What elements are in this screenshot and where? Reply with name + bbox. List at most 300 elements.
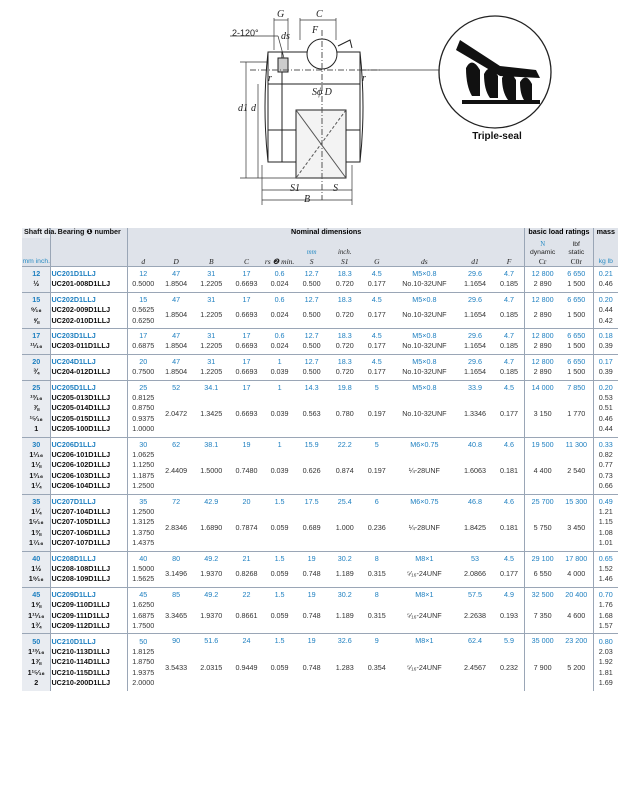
dim-rs-cell <box>264 437 295 494</box>
shaft-cell <box>22 354 51 380</box>
table-row <box>22 267 618 293</box>
shaft-value: 1¹⁵⁄₁₆ <box>27 667 45 677</box>
dim-S-inch: 0.563 <box>302 408 321 418</box>
dim-G-mm: 4.5 <box>371 330 382 340</box>
dim-d-inch: 0.9375 <box>132 413 155 423</box>
dim-d1-mm: 62.4 <box>468 636 483 646</box>
dim-ds-inch: ¼-28UNF <box>408 465 440 475</box>
dim-B-mm: 31 <box>207 356 216 366</box>
dim-d1-cell <box>456 267 493 293</box>
dim-d-inch: 1.1875 <box>132 470 155 480</box>
dim-d-inch: 1.2500 <box>132 481 155 491</box>
col-S: S <box>309 256 314 266</box>
dim-ds-mm: M5×0.8 <box>412 269 437 278</box>
shaft-value: ⁹⁄₁₆ <box>30 305 42 315</box>
dim-G-inch: 0.177 <box>367 367 386 377</box>
dim-B-inch: 1.2205 <box>200 279 223 289</box>
dim-F-inch: 0.185 <box>499 341 518 351</box>
dim-S-cell <box>295 354 328 380</box>
dim-d-mm: 35 <box>139 496 148 506</box>
dim-D-cell <box>159 328 194 354</box>
cr-newton: 12 800 <box>531 330 554 340</box>
dim-B-inch: 1.9370 <box>200 610 223 620</box>
dim-d-inch: 1.8125 <box>132 647 155 656</box>
dim-F-inch: 0.177 <box>499 408 518 418</box>
dim-F-mm: 4.7 <box>503 330 514 340</box>
table-row <box>22 437 618 494</box>
dim-d1-inch: 1.1654 <box>464 279 487 289</box>
mass-value: 0.51 <box>598 403 613 413</box>
dim-D-inch: 1.8504 <box>165 279 188 289</box>
table-row <box>22 587 618 634</box>
dim-d-inch: 0.8750 <box>132 403 155 413</box>
dim-S1-mm: 30.2 <box>337 589 352 599</box>
angle-label: 2-120° <box>232 28 259 38</box>
dim-S-inch: 0.748 <box>302 569 321 579</box>
dim-B-inch: 2.0315 <box>200 662 223 672</box>
shaft-cell <box>22 437 51 494</box>
bearing-cell <box>51 354 128 380</box>
shaft-value: 1⁹⁄₁₆ <box>28 574 44 584</box>
dim-d1-mm: 57.5 <box>468 589 483 599</box>
table-row <box>22 380 618 437</box>
dim-C-inch: 0.6693 <box>235 367 258 377</box>
dim-S-cell <box>295 328 328 354</box>
dim-d1-inch: 1.1654 <box>464 310 487 320</box>
cr-cell <box>525 494 560 551</box>
cr-newton: 25 700 <box>531 496 554 506</box>
dim-d-mm: 45 <box>139 589 148 599</box>
shaft-value: 20 <box>32 356 41 366</box>
cr-cell <box>525 354 560 380</box>
dim-S1-cell <box>328 551 361 587</box>
c0r-newton: 6 650 <box>567 356 586 366</box>
dim-B-inch: 1.2205 <box>200 310 223 320</box>
dim-B-inch: 1.2205 <box>200 341 223 351</box>
dim-d1-mm: 46.8 <box>468 496 483 506</box>
cr-lbf: 2 890 <box>533 279 552 289</box>
dim-ds-label: ds <box>281 31 290 42</box>
mass-value: 2.03 <box>598 647 613 656</box>
shaft-value: 45 <box>32 589 41 599</box>
shaft-value: 1⁷⁄₁₆ <box>29 538 44 548</box>
col-S1: S1 <box>340 256 349 266</box>
shaft-value: 1⅛ <box>31 460 42 470</box>
dim-d-inch: 1.0625 <box>132 449 155 459</box>
bearing-number: UC203D1LLJ <box>51 330 96 340</box>
cr-lbf: 6 550 <box>533 569 552 579</box>
dim-d1-cell <box>456 587 493 634</box>
mass-value: 0.46 <box>598 279 613 289</box>
c0r-lbf: 1 500 <box>567 341 586 351</box>
dim-d-mm: 12 <box>139 268 148 278</box>
dim-D-mm: 85 <box>172 589 181 599</box>
dim-S1-cell <box>328 267 361 293</box>
col-C: C <box>229 238 264 267</box>
dim-ds-inch: ⁵⁄₁₆-24UNF <box>407 662 442 672</box>
dim-S1-mm: 18.3 <box>337 294 352 304</box>
dim-B-label: B <box>304 194 311 205</box>
mass-value: 0.44 <box>598 305 613 315</box>
dim-d1-inch: 2.0866 <box>464 569 487 579</box>
mass-value: 0.18 <box>598 330 613 340</box>
bearing-number: UC205-014D1LLJ <box>51 403 111 413</box>
dim-C-cell <box>229 587 264 634</box>
bearing-number: UC207D1LLJ <box>51 496 96 506</box>
dim-S-inch: 0.626 <box>302 465 321 475</box>
dim-ds-cell <box>392 494 456 551</box>
bearing-number: UC205-100D1LLJ <box>51 424 111 434</box>
dim-G-cell <box>361 328 392 354</box>
dim-S1-cell <box>328 328 361 354</box>
dim-F-cell <box>494 380 525 437</box>
dim-ds-cell <box>392 354 456 380</box>
dim-ds-cell <box>392 328 456 354</box>
dim-d-mm: 40 <box>139 553 148 563</box>
dim-C-mm: 20 <box>242 496 251 506</box>
dim-F-inch: 0.185 <box>499 367 518 377</box>
dim-B-inch: 1.3425 <box>200 408 223 418</box>
dim-d1-cell <box>456 551 493 587</box>
dim-d-inch: 1.1250 <box>132 460 155 470</box>
dim-d-cell <box>128 551 159 587</box>
dim-G-cell <box>361 354 392 380</box>
dim-B-mm: 51.6 <box>204 636 219 646</box>
dim-S1-inch: 0.720 <box>335 279 354 289</box>
dim-ds-mm: M8×1 <box>415 636 434 646</box>
col-C0r: C0r <box>570 256 582 266</box>
bearing-number: UC202-009D1LLJ <box>51 305 111 315</box>
shaft-cell <box>22 551 51 587</box>
dim-ds-mm: M5×0.8 <box>412 294 437 304</box>
dim-C-cell <box>229 328 264 354</box>
dim-S1-inch: 0.720 <box>335 367 354 377</box>
dim-r-label-right: r <box>362 73 366 84</box>
inch-unit: inch. <box>338 249 352 257</box>
c0r-newton: 7 850 <box>567 382 586 392</box>
dim-G-cell <box>361 551 392 587</box>
dim-S-cell <box>295 292 328 328</box>
shaft-value: ¹⁵⁄₁₆ <box>29 413 43 423</box>
dim-ds-cell <box>392 634 456 691</box>
dim-G-mm: 5 <box>374 382 379 392</box>
dim-B-cell <box>194 587 229 634</box>
bearing-number: UC210-115D1LLJ <box>51 667 110 677</box>
dim-B-mm: 31 <box>207 294 216 304</box>
dim-G-cell <box>361 437 392 494</box>
c0r-lbf: 5 200 <box>567 662 586 672</box>
dim-rs-inch: 0.059 <box>270 522 289 532</box>
dim-B-cell <box>194 551 229 587</box>
dim-C-inch: 0.6693 <box>235 408 258 418</box>
dim-d-inch: 1.6250 <box>132 600 155 610</box>
c0r-cell <box>560 494 593 551</box>
dim-rs-mm: 1 <box>277 439 282 449</box>
col-Cr: Cr <box>538 256 547 266</box>
dim-d-mm: 50 <box>139 636 148 646</box>
bearing-cell <box>51 267 128 293</box>
dim-ds-cell <box>392 267 456 293</box>
dim-C-inch: 0.7874 <box>235 522 258 532</box>
shaft-value: 1⁵⁄₁₆ <box>28 517 44 527</box>
dim-d1-mm: 33.9 <box>468 382 483 392</box>
dim-G-mm: 8 <box>374 589 379 599</box>
dim-D-cell <box>159 267 194 293</box>
dim-B-cell <box>194 267 229 293</box>
dim-d1-cell <box>456 292 493 328</box>
dim-G-mm: 6 <box>374 496 379 506</box>
dim-d-label: d <box>251 103 256 114</box>
shaft-cell <box>22 494 51 551</box>
c0r-cell <box>560 292 593 328</box>
shaft-value: ¹³⁄₁₆ <box>30 392 43 402</box>
shaft-value: 1¼ <box>31 481 42 491</box>
dim-d-inch: 1.6875 <box>132 610 155 620</box>
dim-B-cell <box>194 494 229 551</box>
col-d: d <box>128 238 159 267</box>
N-unit: N <box>540 240 546 248</box>
dim-rs-inch: 0.059 <box>270 662 289 672</box>
dim-d-inch: 0.5000 <box>132 279 155 289</box>
dim-d1-cell <box>456 437 493 494</box>
dim-rs-cell <box>264 292 295 328</box>
col-B: B <box>194 238 229 267</box>
mass-value: 0.20 <box>598 294 613 304</box>
dim-G-cell <box>361 587 392 634</box>
dim-S1-cell <box>328 380 361 437</box>
dim-S1-mm: 18.3 <box>337 356 352 366</box>
dim-d1-mm: 40.8 <box>468 439 483 449</box>
mass-header: mass <box>593 228 618 238</box>
dim-rs-cell <box>264 494 295 551</box>
dim-d-cell <box>128 437 159 494</box>
dim-C-mm: 22 <box>242 589 251 599</box>
bearing-number: UC210D1LLJ <box>51 636 96 646</box>
dim-ds-inch: ⁵⁄₁₆-24UNF <box>407 610 442 620</box>
dim-F-mm: 4.5 <box>503 553 514 563</box>
dim-S1-mm: 22.2 <box>337 439 352 449</box>
shaft-value: 2 <box>34 678 39 688</box>
dim-d1-mm: 29.6 <box>468 330 483 340</box>
mass-value: 1.57 <box>598 620 613 630</box>
mass-value: 0.44 <box>598 424 613 434</box>
dim-F-inch: 0.232 <box>499 662 518 672</box>
mass-cell <box>593 437 618 494</box>
dim-C-inch: 0.9449 <box>235 662 258 672</box>
triple-seal-label: Triple-seal <box>472 131 522 142</box>
cr-cell <box>525 328 560 354</box>
table-row <box>22 634 618 691</box>
header-row-top <box>22 228 618 238</box>
dim-S-mm: 19 <box>307 553 316 563</box>
static-label: static <box>568 249 585 257</box>
dim-B-mm: 34.1 <box>204 382 219 392</box>
mass-value: 0.73 <box>598 470 613 480</box>
mass-value: 1.92 <box>598 657 613 667</box>
nominal-dimensions-header: Nominal dimensions <box>291 227 362 236</box>
dim-C-inch: 0.7480 <box>235 465 258 475</box>
bearing-number: UC210-200D1LLJ <box>51 678 111 688</box>
cr-lbf: 3 150 <box>533 408 552 418</box>
dim-d1-label: d1 <box>238 103 248 114</box>
bearing-number: UC206-103D1LLJ <box>51 470 111 480</box>
dim-ds-inch: No.10-32UNF <box>402 367 447 377</box>
dim-d-mm: 25 <box>139 382 148 392</box>
dim-S1-inch: 1.283 <box>335 662 354 672</box>
dim-S1-cell <box>328 634 361 691</box>
mass-value: 0.66 <box>598 481 613 491</box>
c0r-cell <box>560 634 593 691</box>
cr-lbf: 7 350 <box>533 610 552 620</box>
c0r-lbf: 4 000 <box>567 569 586 579</box>
bearing-cell <box>51 380 128 437</box>
c0r-lbf: 2 540 <box>567 465 586 475</box>
dim-S1-cell <box>328 292 361 328</box>
mass-value: 1.21 <box>598 506 613 516</box>
shaft-value: 30 <box>32 439 41 449</box>
dim-G-cell <box>361 380 392 437</box>
shaft-value: ½ <box>33 279 40 289</box>
dim-D-mm: 47 <box>172 356 181 366</box>
dim-d-mm: 15 <box>139 294 148 304</box>
dim-d-cell <box>128 292 159 328</box>
mass-value: 0.20 <box>598 382 613 392</box>
dim-D-inch: 2.0472 <box>165 408 188 418</box>
dim-S-mm: 19 <box>307 589 316 599</box>
mass-value: 0.53 <box>598 392 613 402</box>
c0r-newton: 6 650 <box>567 294 586 304</box>
col-d1: d1 <box>456 238 493 267</box>
bearing-cell <box>51 494 128 551</box>
cr-cell <box>525 437 560 494</box>
mass-value: 1.76 <box>598 600 613 610</box>
shaft-value: ⅝ <box>33 315 40 325</box>
dim-F-mm: 4.6 <box>503 439 514 449</box>
cr-cell <box>525 380 560 437</box>
bearing-drawing <box>0 0 626 226</box>
dim-ds-cell <box>392 380 456 437</box>
table-row <box>22 292 618 328</box>
dim-B-cell <box>194 437 229 494</box>
dim-d-inch: 0.6875 <box>132 341 155 351</box>
shaft-cell <box>22 267 51 293</box>
mass-cell <box>593 267 618 293</box>
c0r-cell <box>560 328 593 354</box>
mass-cell <box>593 551 618 587</box>
bearing-number: UC209-111D1LLJ <box>51 610 110 620</box>
bearing-number: UC202D1LLJ <box>51 294 96 304</box>
dim-d-inch: 1.0000 <box>132 424 155 434</box>
mass-value: 0.46 <box>598 413 613 423</box>
dim-G-cell <box>361 634 392 691</box>
dim-B-cell <box>194 354 229 380</box>
dim-d1-inch: 2.2638 <box>464 610 487 620</box>
dim-F-inch: 0.177 <box>499 569 518 579</box>
bearing-number: UC207-107D1LLJ <box>51 538 111 548</box>
bearing-number: UC207-105D1LLJ <box>51 517 111 527</box>
dim-C-mm: 17 <box>242 330 251 340</box>
dim-rs-mm: 1.5 <box>274 589 285 599</box>
dim-d-inch: 0.6250 <box>132 315 155 325</box>
shaft-cell <box>22 587 51 634</box>
dim-d1-inch: 1.3346 <box>464 408 487 418</box>
mass-value: 0.80 <box>598 636 613 646</box>
dim-D-inch: 2.8346 <box>165 522 188 532</box>
dim-G-mm: 9 <box>374 636 379 646</box>
shaft-units: mm inch. <box>22 257 51 265</box>
dim-d-inch: 1.9375 <box>132 667 155 677</box>
shaft-cell <box>22 292 51 328</box>
dim-C-label: C <box>316 9 323 20</box>
dim-C-mm: 17 <box>242 382 251 392</box>
dim-d1-cell <box>456 494 493 551</box>
dim-rs-inch: 0.059 <box>270 610 289 620</box>
dim-S1-cell <box>328 587 361 634</box>
dim-S-mm: 12.7 <box>304 330 319 340</box>
dim-rs-inch: 0.039 <box>270 408 289 418</box>
mass-value: 0.42 <box>598 315 613 325</box>
dim-G-inch: 0.315 <box>367 610 386 620</box>
mass-value: 0.70 <box>598 589 613 599</box>
dim-rs-mm: 1.5 <box>274 496 285 506</box>
dim-G-mm: 4.5 <box>371 356 382 366</box>
shaft-value: ⅞ <box>33 403 40 413</box>
dim-ds-cell <box>392 551 456 587</box>
shaft-value: 1¹³⁄₁₆ <box>28 647 45 656</box>
cr-lbf: 7 900 <box>533 662 552 672</box>
dim-D-mm: 47 <box>172 294 181 304</box>
dim-D-mm: 80 <box>172 553 181 563</box>
dim-D-mm: 62 <box>172 439 181 449</box>
dim-d-inch: 2.0000 <box>132 678 155 688</box>
dim-G-inch: 0.197 <box>367 408 386 418</box>
shaft-value: 50 <box>32 636 41 646</box>
c0r-newton: 11 300 <box>565 439 588 449</box>
c0r-newton: 23 200 <box>565 636 588 646</box>
dim-G-inch: 0.177 <box>367 279 386 289</box>
cr-lbf: 2 890 <box>533 310 552 320</box>
cr-lbf: 5 750 <box>533 522 552 532</box>
shaft-value: 1¼ <box>31 506 42 516</box>
dim-D-inch: 1.8504 <box>165 341 188 351</box>
mass-cell <box>593 634 618 691</box>
dim-S-mm: 17.5 <box>304 496 319 506</box>
dim-rs-inch: 0.024 <box>270 310 289 320</box>
dim-B-cell <box>194 634 229 691</box>
dim-S1-cell <box>328 354 361 380</box>
bearing-number: UC204-012D1LLJ <box>51 367 111 377</box>
dim-d1-inch: 1.6063 <box>464 465 487 475</box>
shaft-cell <box>22 634 51 691</box>
load-ratings-header: basic load ratings <box>525 228 593 238</box>
shaft-cell <box>22 328 51 354</box>
dim-S-cell <box>295 437 328 494</box>
dim-S-inch: 0.500 <box>302 279 321 289</box>
dim-S-mm: 14.3 <box>304 382 319 392</box>
dim-ds-mm: M8×1 <box>415 589 434 599</box>
dim-G-mm: 5 <box>374 439 379 449</box>
dim-C-mm: 17 <box>242 294 251 304</box>
dim-G-cell <box>361 494 392 551</box>
dim-F-mm: 4.5 <box>503 382 514 392</box>
c0r-lbf: 1 500 <box>567 367 586 377</box>
dim-S1-inch: 0.874 <box>335 465 354 475</box>
cr-cell <box>525 634 560 691</box>
dim-B-inch: 1.9370 <box>200 569 223 579</box>
dim-d1-mm: 29.6 <box>468 269 483 278</box>
bearing-number: UC205-013D1LLJ <box>51 392 111 402</box>
bearing-number: UC208-109D1LLJ <box>51 574 111 584</box>
